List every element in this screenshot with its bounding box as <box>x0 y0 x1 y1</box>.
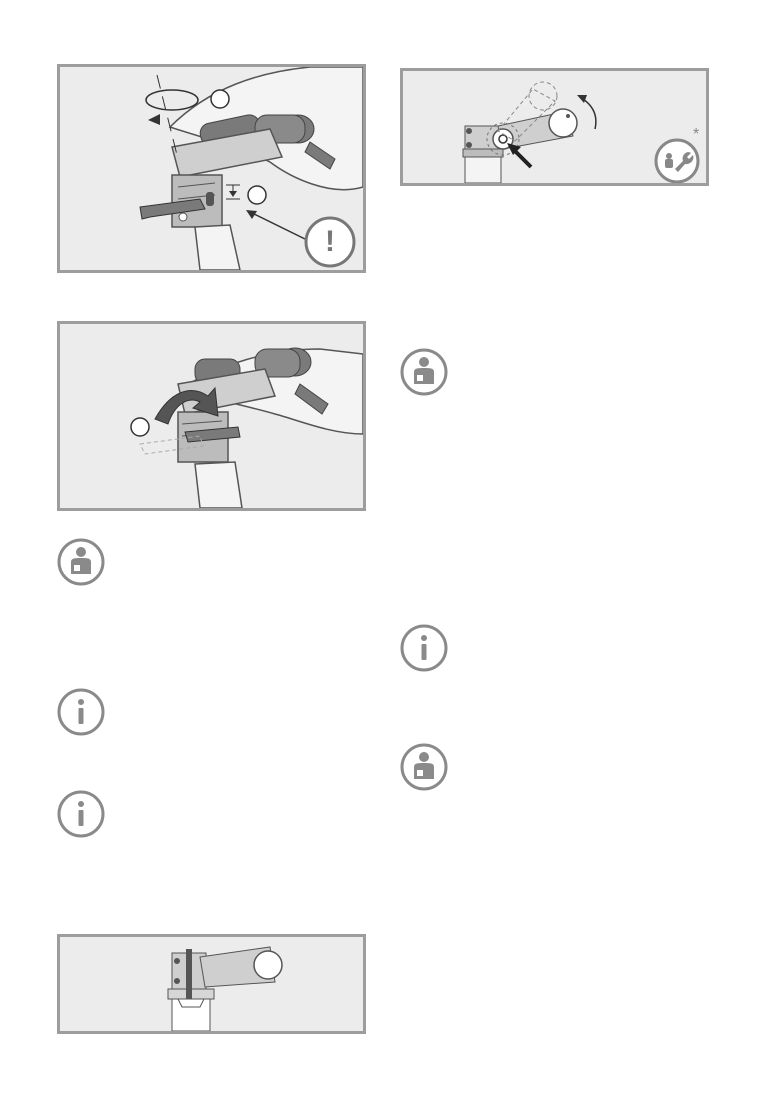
expert-icon <box>57 538 105 586</box>
workshop-icon <box>653 137 697 181</box>
info-icon <box>57 688 105 736</box>
callout-1 <box>212 91 228 107</box>
quick-release-close-illustration <box>60 324 363 508</box>
info-icon <box>57 790 105 838</box>
callout-2 <box>249 187 265 203</box>
stem-side-illustration <box>60 937 363 1031</box>
expert-icon <box>400 743 448 791</box>
info-icon <box>400 624 448 672</box>
figure-stem-angle-adjust <box>400 68 709 186</box>
figure-stem-side-view <box>57 934 366 1034</box>
figure-stem-rotate <box>57 64 366 273</box>
warning-icon: ! <box>325 225 335 258</box>
callout-1 <box>132 419 148 435</box>
expert-icon <box>400 348 448 396</box>
figure-quick-release-close <box>57 321 366 511</box>
workshop-marker: * <box>693 126 700 143</box>
